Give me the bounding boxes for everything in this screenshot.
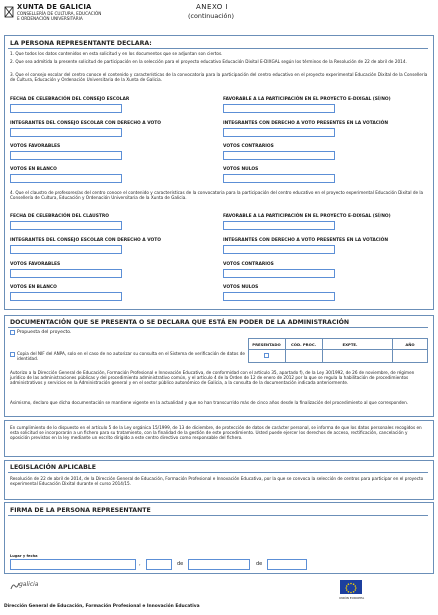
declaration-item-2: 2. Que sea admitida la presente solicitud de participación en la selección para el proyecto educativo Educación Dixital E-DIXGAL según los términos de la Resolución de 22 de abril de 2014. (10, 59, 407, 64)
declaration-item-3: 3. Que el consejo escolar del centro conoce el contenido y características de la convocatoria para la participación del centro educativo en el proyecto experimental Educación Dixital de la Consellería de Cultura, Educación y Ordenación Universitaria de la Xunta de Galicia. (10, 72, 428, 83)
signature-title: FIRMA DE LA PERSONA REPRESENTANTE (10, 507, 151, 514)
legislation-title: LEGISLACIÓN APLICABLE (10, 464, 96, 471)
integrantes-claustro-label: INTEGRANTES DEL CONSEJO ESCOLAR CON DERECHO A VOTO (10, 238, 161, 243)
place-date-label: Lugar y fecha (10, 554, 38, 558)
favorable-claustro-label: FAVORABLE A LA PARTICIPACIÓN EN EL PROYECTO E-DIXGAL (SÍ/NO) (223, 214, 391, 219)
place-date-separator: , (139, 561, 141, 567)
integrantes-consejo-field[interactable] (10, 128, 122, 137)
assertion-text: Asimismo, declaro que dicha documentación se mantiene vigente en la actualidad y que no han transcurrido más de cinco años desde la finalización del procedimiento al que corresponden. (10, 400, 409, 405)
xunta-shield-icon (4, 6, 14, 18)
votos-nulos-claustro-field[interactable] (223, 292, 335, 301)
votos-contrarios-claustro-label: VOTOS CONTRARIOS (223, 262, 274, 267)
signature-divider (8, 515, 428, 516)
col-presentado: PRESENTADO (252, 342, 281, 347)
dept-line2: E ORDENACIÓN UNIVERSITARIA (17, 16, 83, 21)
integrantes-claustro-field[interactable] (10, 245, 122, 254)
nif-checkbox[interactable] (10, 352, 15, 357)
xunta-logo (4, 3, 14, 15)
org-name: XUNTA DE GALICIA (17, 3, 92, 11)
fecha-consejo-label: FECHA DE CELEBRACIÓN DEL CONSEJO ESCOLAR (10, 97, 130, 102)
eu-stars-icon (340, 581, 362, 595)
eu-label: UNIÓN EUROPEA (339, 596, 365, 600)
col-expte: EXPTE. (342, 342, 358, 347)
integrantes-votacion-consejo-label: INTEGRANTES CON DERECHO A VOTO PRESENTES EN LA VOTACIÓN (223, 121, 389, 126)
annex-subtitle: (continuación) (188, 12, 235, 20)
col-cod-proc: CÓD. PROC. (290, 342, 317, 347)
declaration-item-1: 1. Que todos los datos contenidos en esta solicitud y en los documentos que se adjuntan son ciertos. (10, 51, 223, 56)
integrantes-votacion-claustro-label: INTEGRANTES CON DERECHO A VOTO PRESENTES EN LA VOTACIÓN (223, 238, 389, 243)
propuesta-checkbox[interactable] (10, 330, 15, 335)
nif-label: Copia del NIF del ANPA, solo en el caso de no autorizar su consulta en el Sistema de verificación de datos de identidad. (17, 351, 245, 362)
declaration-title: LA PERSONA REPRESENTANTE DECLARA: (10, 40, 152, 47)
favorable-claustro-field[interactable] (223, 221, 335, 230)
dept-line1: CONSELLERÍA DE CULTURA, EDUCACIÓN (17, 11, 102, 16)
votos-blanco-consejo-label: VOTOS EN BLANCO (10, 167, 57, 172)
votos-contrarios-claustro-field[interactable] (223, 269, 335, 278)
declaration-item-4: 4. Que el claustro de profesores/as del centro conoce el contenido y características de la convocatoria para la participación del centro educativo en el proyecto experimental Educación Dixital de la Consellería de Cultura, Educación y Ordenación Universitaria de la Xunta de Galicia. (10, 190, 424, 201)
day-field[interactable] (146, 559, 172, 570)
col-divider-3 (392, 338, 393, 363)
propuesta-label: Propuesta del proyecto. (17, 330, 72, 335)
doc-table-row (248, 349, 428, 363)
votos-favorables-consejo-label: VOTOS FAVORABLES (10, 144, 61, 149)
footer-directorate: Dirección General de Educación, Formación Profesional e Innovación Educativa (4, 604, 200, 609)
col-ano: AÑO (405, 342, 415, 347)
authorization-text: Autorizo a la Dirección General de Educación, Formación Profesional e Innovación Educativa, de conformidad con el artículo 35, apartado f), de la Ley 30/1992, de 26 de noviembre, de régimen jurídico de las administraciones públicas y del procedimiento administrativo común, y el artículo 4 de la Orden de 12 de enero de 2012 por la que se regula la habilitación de procedimientos administrativos y servicios en la Administración general y en el sector público autonómico de Galicia, a la consulta de la documentación indicada anteriormente. (10, 370, 415, 386)
de-label-1: de (177, 561, 184, 567)
integrantes-consejo-label: INTEGRANTES DEL CONSEJO ESCOLAR CON DERECHO A VOTO (10, 121, 161, 126)
legislation-divider (8, 472, 428, 473)
votos-favorables-claustro-field[interactable] (10, 269, 122, 278)
votos-blanco-claustro-label: VOTOS EN BLANCO (10, 285, 57, 290)
votos-blanco-claustro-field[interactable] (10, 292, 122, 301)
votos-nulos-claustro-label: VOTOS NULOS (223, 285, 259, 290)
col-divider-2 (322, 338, 323, 363)
year-field[interactable] (267, 559, 307, 570)
favorable-consejo-label: FAVORABLE A LA PARTICIPACIÓN EN EL PROYECTO E-DIXGAL (SÍ/NO) (223, 97, 391, 102)
place-field[interactable] (10, 559, 136, 570)
annex-title: ANEXO I (196, 3, 229, 11)
galicia-logo-text: galicia (19, 581, 39, 588)
legislation-text: Resolución de 22 de abril de 2014, de la Dirección General de Educación, Formación Profesional e Innovación Educativa, por la que se convoca la selección de centros para participar en el proyecto experimental Educación Dixital durante el curso 2014/15. (10, 476, 424, 487)
votos-nulos-consejo-field[interactable] (223, 174, 335, 183)
votos-contrarios-consejo-label: VOTOS CONTRARIOS (223, 144, 274, 149)
documentation-divider (8, 327, 428, 328)
privacy-text: En cumplimiento de lo dispuesto en el artículo 5 de la Ley orgánica 15/1999, de 13 de diciembre, de protección de datos de carácter personal, se informa de que los datos personales recogidos en esta solicitud se incorporarán a un fichero para su tratamiento, con la finalidad de la gestión de este procedimiento. Usted puede ejercer los derechos de acceso, rectificación, cancelación y oposición previstos en la ley mediante un escrito dirigido a este centro directivo como responsable del fichero. (10, 425, 422, 441)
de-label-2: de (256, 561, 263, 567)
month-field[interactable] (188, 559, 250, 570)
integrantes-votacion-consejo-field[interactable] (223, 128, 335, 137)
documentation-title: DOCUMENTACIÓN QUE SE PRESENTA O SE DECLARA QUE ESTÁ EN PODER DE LA ADMINISTRACIÓN (10, 319, 350, 326)
votos-favorables-claustro-label: VOTOS FAVORABLES (10, 262, 61, 267)
votos-contrarios-consejo-field[interactable] (223, 151, 335, 160)
votos-blanco-consejo-field[interactable] (10, 174, 122, 183)
integrantes-votacion-claustro-field[interactable] (223, 245, 335, 254)
favorable-consejo-field[interactable] (223, 104, 335, 113)
col-divider-1 (285, 338, 286, 363)
votos-nulos-consejo-label: VOTOS NULOS (223, 167, 259, 172)
eu-flag (340, 580, 362, 594)
fecha-claustro-field[interactable] (10, 221, 122, 230)
fecha-claustro-label: FECHA DE CELEBRACIÓN DEL CLAUSTRO (10, 214, 110, 219)
fecha-consejo-field[interactable] (10, 104, 122, 113)
declaration-divider (8, 48, 428, 49)
nif-presentado-checkbox[interactable] (264, 353, 269, 358)
votos-favorables-consejo-field[interactable] (10, 151, 122, 160)
